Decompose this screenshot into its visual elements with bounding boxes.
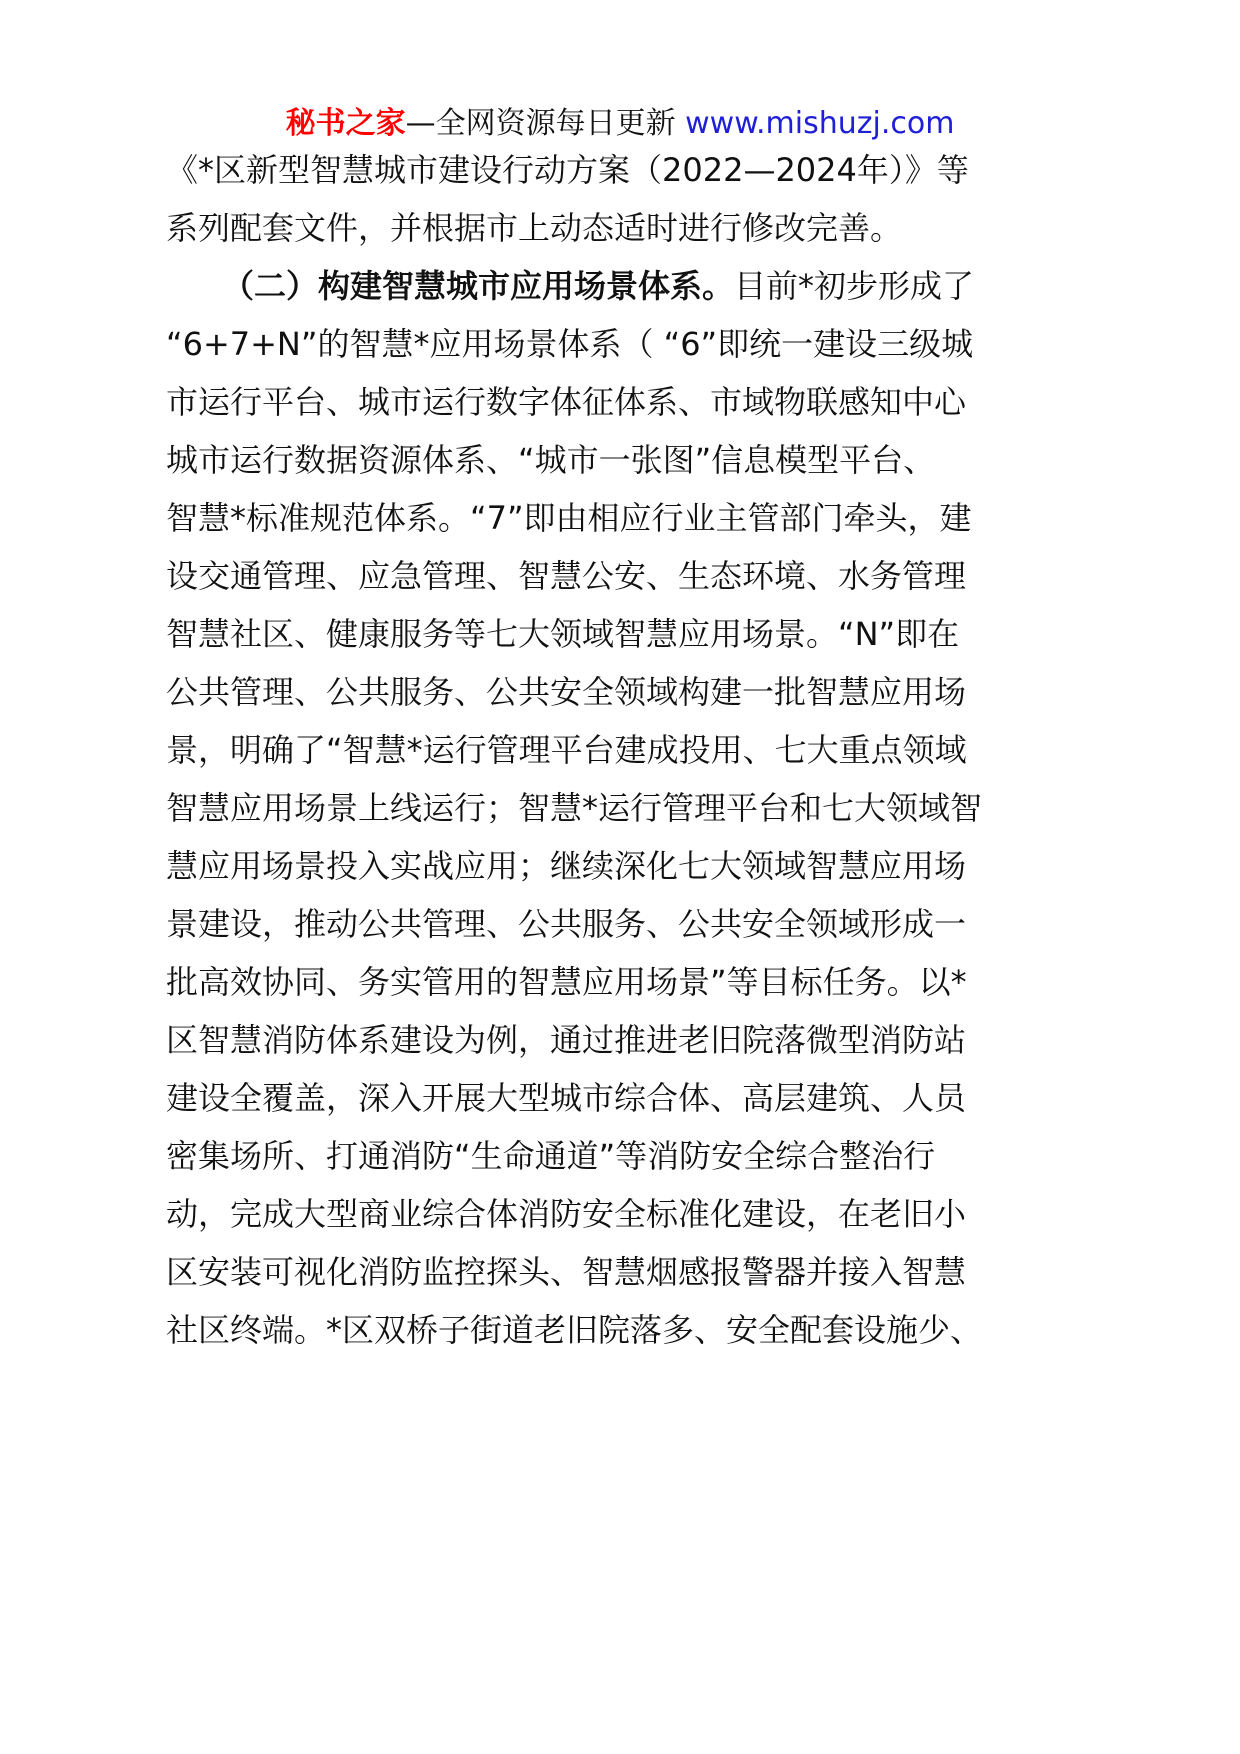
text-line: 景建设，推动公共管理、公共服务、公共安全领域形成一 (166, 905, 967, 943)
header-tagline: —全网资源每日更新 (405, 106, 686, 141)
text-line: 慧应用场景投入实战应用；继续深化七大领域智慧应用场 (166, 847, 967, 885)
text-line: 区安装可视化消防监控探头、智慧烟感报警器并接入智慧 (166, 1253, 967, 1291)
section-lead-text: 目前*初步形成了 (734, 267, 975, 305)
text-line: 批高效协同、务实管用的智慧应用场景”等目标任务。以* (166, 963, 967, 1001)
brand-name: 秘书之家 (285, 106, 406, 141)
text-line: “6+7+N”的智慧*应用场景体系（ “6”即统一建设三级城 (166, 325, 974, 363)
text-line: 智慧*标准规范体系。“7”即由相应行业主管部门牵头，建 (166, 499, 972, 537)
text-line: 《*区新型智慧城市建设行动方案（2022—2024年）》等 (166, 151, 969, 189)
text-line: 系列配套文件，并根据市上动态适时进行修改完善。 (166, 209, 903, 247)
text-line: 动，完成大型商业综合体消防安全标准化建设，在老旧小 (166, 1195, 967, 1233)
text-line: 公共管理、公共服务、公共安全领域构建一批智慧应用场 (166, 673, 967, 711)
text-line: 智慧应用场景上线运行；智慧*运行管理平台和七大领域智 (166, 789, 983, 827)
site-header (0, 100, 1240, 148)
text-line: 景，明确了“智慧*运行管理平台建成投用、七大重点领域 (166, 731, 967, 769)
text-line: 建设全覆盖，深入开展大型城市综合体、高层建筑、人员 (166, 1079, 967, 1117)
section-heading: （二）构建智慧城市应用场景体系。 (222, 267, 735, 305)
site-url-link[interactable]: www.mishuzj.com (685, 106, 955, 141)
section-paragraph (222, 262, 1240, 310)
text-line: 市运行平台、城市运行数字体征体系、市域物联感知中心 (166, 383, 967, 421)
text-line: 城市运行数据资源体系、“城市一张图”信息模型平台、 (166, 441, 936, 479)
text-line: 智慧社区、健康服务等七大领域智慧应用场景。“N”即在 (166, 615, 960, 653)
text-line: 社区终端。*区双桥子街道老旧院落多、安全配套设施少、 (166, 1311, 983, 1349)
text-line: 密集场所、打通消防“生命通道”等消防安全综合整治行 (166, 1137, 936, 1175)
text-line: 区智慧消防体系建设为例，通过推进老旧院落微型消防站 (166, 1021, 967, 1059)
text-line: 设交通管理、应急管理、智慧公安、生态环境、水务管理 (166, 557, 967, 595)
